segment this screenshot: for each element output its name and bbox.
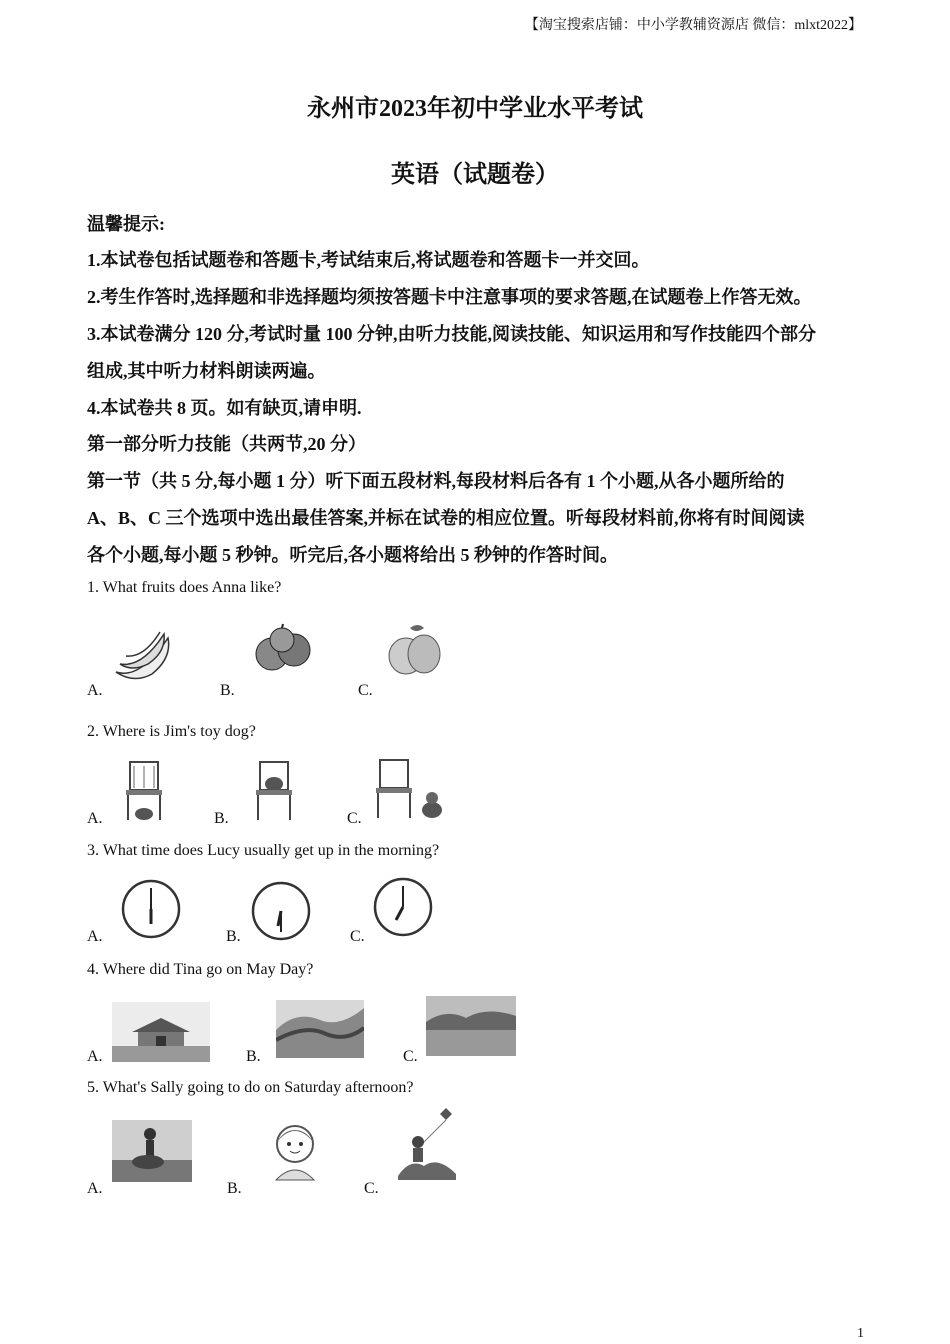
option-b[interactable]: B. <box>214 810 229 827</box>
header-note: 【淘宝搜索店铺：中小学教辅资源店 微信：mlxt2022】 <box>524 18 862 33</box>
option-a[interactable]: A. <box>87 1180 103 1197</box>
option-b[interactable]: B. <box>227 1180 242 1197</box>
tip-line: 4.本试卷共 8 页。如有缺页,请申明. <box>87 398 362 418</box>
option-a[interactable]: A. <box>87 682 103 699</box>
question-4: 4. Where did Tina go on May Day? <box>87 961 314 978</box>
exam-subtitle: 英语（试题卷） <box>391 162 559 188</box>
tip-line: 组成,其中听力材料朗读两遍。 <box>87 361 326 381</box>
dog-beside-chair-icon <box>372 754 452 820</box>
option-a[interactable]: A. <box>87 1048 103 1065</box>
dog-on-chair-icon <box>252 758 298 822</box>
lake-photo-icon <box>426 996 516 1056</box>
question-5: 5. What's Sally going to do on Saturday afternoon? <box>87 1079 414 1096</box>
tiananmen-photo-icon <box>112 1002 210 1062</box>
page-number: 1 <box>857 1326 864 1341</box>
clock-six-icon <box>120 878 182 940</box>
pears-icon <box>384 620 446 676</box>
section1-line: A、B、C 三个选项中选出最佳答案,并标在试卷的相应位置。听每段材料前,你将有时间阅读 <box>87 508 805 528</box>
exam-title: 永州市2023年初中学业水平考试 <box>307 96 643 122</box>
question-1: 1. What fruits does Anna like? <box>87 579 282 596</box>
section1-line: 第一节（共 5 分,每小题 1 分）听下面五段材料,每段材料后各有 1 个小题,从各小题所给的 <box>87 471 785 491</box>
option-a[interactable]: A. <box>87 928 103 945</box>
flying-kite-icon <box>394 1106 460 1180</box>
tips-heading: 温馨提示: <box>87 214 165 234</box>
option-c[interactable]: C. <box>347 810 362 827</box>
tip-line: 2.考生作答时,选择题和非选择题均须按答题卡中注意事项的要求答题,在试题卷上作答无效。 <box>87 287 812 307</box>
riding-photo-icon <box>112 1120 192 1182</box>
part1-heading: 第一部分听力技能（共两节,20 分） <box>87 434 366 454</box>
clock-seven-icon <box>372 876 434 938</box>
clock-six-thirty-icon <box>250 880 312 942</box>
option-b[interactable]: B. <box>226 928 241 945</box>
apples-icon <box>252 622 314 674</box>
option-b[interactable]: B. <box>220 682 235 699</box>
option-c[interactable]: C. <box>358 682 373 699</box>
option-c[interactable]: C. <box>403 1048 418 1065</box>
option-b[interactable]: B. <box>246 1048 261 1065</box>
great-wall-photo-icon <box>276 1000 364 1058</box>
girl-portrait-icon <box>262 1118 328 1182</box>
option-c[interactable]: C. <box>350 928 365 945</box>
section1-line: 各个小题,每小题 5 秒钟。听完后,各小题将给出 5 秒钟的作答时间。 <box>87 545 618 565</box>
tip-line: 1.本试卷包括试题卷和答题卡,考试结束后,将试题卷和答题卡一并交回。 <box>87 250 650 270</box>
option-c[interactable]: C. <box>364 1180 379 1197</box>
option-a[interactable]: A. <box>87 810 103 827</box>
tip-line: 3.本试卷满分 120 分,考试时量 100 分钟,由听力技能,阅读技能、知识运用和写作技能四个部分 <box>87 324 816 344</box>
dog-under-chair-icon <box>122 758 168 822</box>
question-3: 3. What time does Lucy usually get up in the morning? <box>87 842 440 859</box>
question-2: 2. Where is Jim's toy dog? <box>87 723 256 740</box>
bananas-icon <box>112 628 174 682</box>
